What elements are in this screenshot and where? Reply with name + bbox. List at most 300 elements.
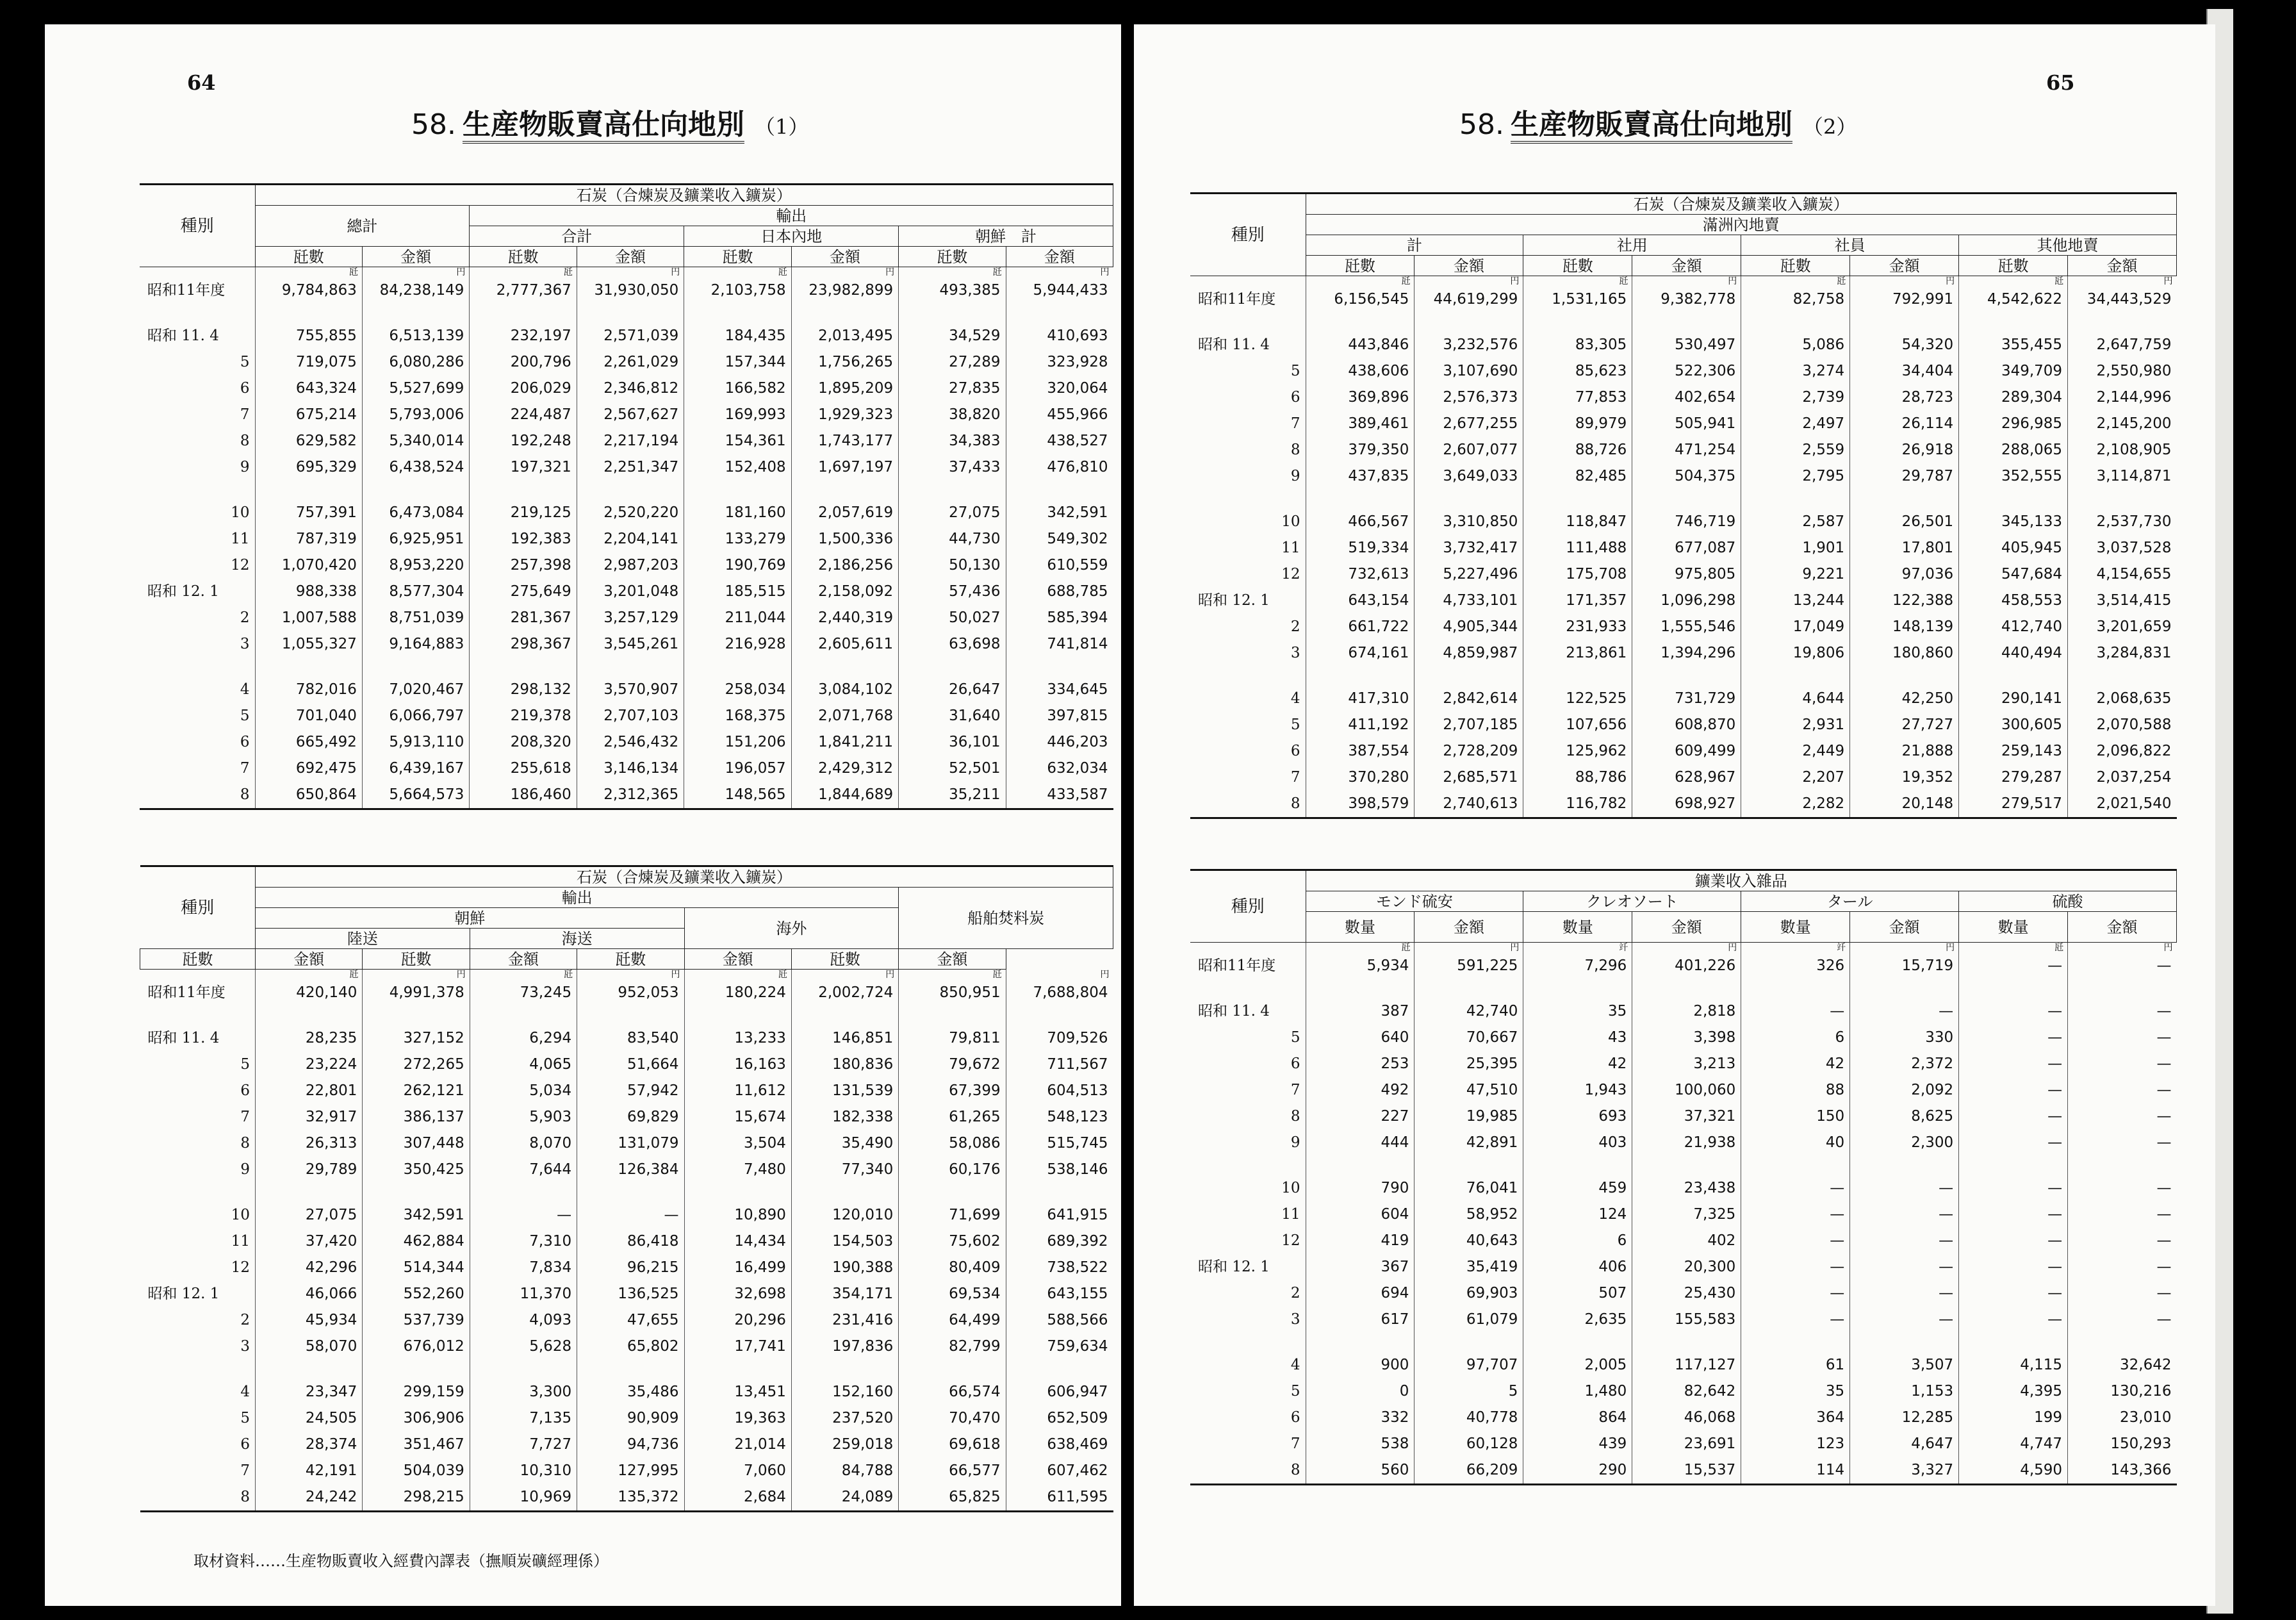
spacer-cell: [1414, 490, 1523, 509]
column-header: 金額: [899, 949, 1006, 970]
table-cell: 514,344: [363, 1255, 470, 1281]
table-cell: 2,497: [1741, 411, 1850, 437]
table-cell: 7,688,804: [1006, 980, 1113, 1006]
table-cell: 12,285: [1850, 1405, 1959, 1431]
table-cell: 606,947: [1006, 1379, 1113, 1405]
table-cell: 2,204,141: [577, 526, 684, 552]
table-cell: 24,242: [256, 1484, 363, 1512]
table-cell: 58,070: [256, 1334, 363, 1360]
table-cell: 61: [1741, 1352, 1850, 1378]
table-cell: 20,296: [684, 1307, 791, 1334]
table-cell: 6,439,167: [362, 756, 469, 782]
table-cell: 37,420: [256, 1228, 363, 1255]
spacer-cell: [140, 657, 255, 677]
table-cell: 3,327: [1850, 1457, 1959, 1485]
row-label: 5: [1290, 1383, 1300, 1400]
table-cell: 35,486: [577, 1379, 684, 1405]
row-label: 6: [240, 734, 250, 750]
table-cell: 197,321: [470, 454, 577, 481]
table-cell: 604: [1306, 1202, 1414, 1228]
table-cell: 27,075: [899, 500, 1006, 526]
table-cell: 208,320: [470, 729, 577, 756]
spacer-cell: [140, 304, 255, 323]
spacer-row: [1190, 490, 2177, 509]
row-label: 昭和11年度: [1198, 291, 1276, 308]
row-label: 昭和11年度: [147, 984, 226, 1001]
table-cell: 34,383: [899, 428, 1006, 454]
spacer-cell: [1414, 1156, 1523, 1175]
row-label: 2: [1290, 618, 1300, 635]
table-cell: 66,577: [899, 1458, 1006, 1484]
row-label: 8: [1290, 1108, 1300, 1125]
spacer-cell: [1850, 1333, 1959, 1352]
table-cell: 1,844,689: [791, 782, 898, 809]
table-cell: 350,425: [363, 1157, 470, 1183]
table-cell: 67,399: [899, 1078, 1006, 1104]
upper-table: [1190, 192, 2177, 819]
table-cell: 279,287: [1959, 765, 2068, 791]
table-cell: 80,409: [899, 1255, 1006, 1281]
table-row: [1190, 640, 2177, 666]
table-cell: 2,987,203: [577, 552, 684, 579]
spacer-cell: [684, 657, 791, 677]
table-cell: 1,943: [1523, 1077, 1632, 1103]
table-cell: 89,979: [1523, 411, 1632, 437]
table-cell: 259,143: [1959, 738, 2068, 765]
unit-label: 瓩: [899, 267, 1006, 278]
table-cell: 42,250: [1850, 686, 1959, 712]
spacer-cell: [470, 1183, 577, 1202]
row-label: 10: [231, 504, 250, 521]
spacer-cell: [1306, 1156, 1414, 1175]
row-label: 12: [231, 1259, 250, 1276]
table-cell: 2,795: [1741, 463, 1850, 490]
spacer-cell: [2068, 1333, 2177, 1352]
table-cell: 755,855: [255, 323, 362, 349]
spacer-cell: [684, 1360, 791, 1379]
table-cell: 3,310,850: [1414, 509, 1523, 535]
table-cell: 35,419: [1414, 1254, 1523, 1280]
table-cell: 11,370: [470, 1281, 577, 1307]
subgroup-acid: 硫酸: [1959, 891, 2177, 912]
table-row: [1190, 1077, 2177, 1103]
table-cell: 73,245: [470, 980, 577, 1006]
table-cell: 21,888: [1850, 738, 1959, 765]
table-cell: 211,044: [684, 605, 791, 631]
table-row: [1190, 1378, 2177, 1405]
group-export: 輸出: [470, 206, 1113, 226]
unit-label: 瓩: [255, 267, 362, 278]
table-cell: 504,039: [363, 1458, 470, 1484]
table-cell: —: [1741, 1228, 1850, 1254]
table-cell: 694: [1306, 1280, 1414, 1307]
row-label: 8: [240, 433, 250, 449]
subgroup-sum: 合計: [470, 226, 684, 247]
spacer-row: [1190, 979, 2177, 998]
table-cell: 28,723: [1850, 384, 1959, 411]
table-row: [140, 349, 1113, 376]
table-cell: 3,545,261: [577, 631, 684, 657]
spacer-cell: [363, 1360, 470, 1379]
table-cell: 3,146,134: [577, 756, 684, 782]
table-cell: 5,034: [470, 1078, 577, 1104]
table-cell: 2,144,996: [2068, 384, 2177, 411]
subgroup-korea: 朝鮮: [256, 908, 685, 929]
table-cell: —: [1850, 1280, 1959, 1307]
table-cell: 23,691: [1632, 1431, 1741, 1457]
table-cell: 585,394: [1006, 605, 1113, 631]
table-row: [140, 1255, 1113, 1281]
table-cell: 3,084,102: [791, 677, 898, 703]
table-cell: 15,719: [1850, 953, 1959, 979]
table-cell: 790: [1306, 1175, 1414, 1202]
table-row: [1190, 791, 2177, 818]
table-row: [140, 1228, 1113, 1255]
spacer-cell: [255, 304, 362, 323]
table-cell: 549,302: [1006, 526, 1113, 552]
unit-label: 竏: [1523, 943, 1632, 954]
table-cell: 1,480: [1523, 1378, 1632, 1405]
table-cell: 94,736: [577, 1432, 684, 1458]
table-cell: 58,952: [1414, 1202, 1523, 1228]
table-cell: 2,068,635: [2068, 686, 2177, 712]
table-row: [140, 1432, 1113, 1458]
spacer-cell: [470, 1006, 577, 1025]
table-cell: 6,438,524: [362, 454, 469, 481]
spacer-cell: [1741, 313, 1850, 332]
column-header: 瓩數: [1523, 256, 1632, 276]
table-cell: 8,625: [1850, 1103, 1959, 1130]
table-cell: 4,733,101: [1414, 588, 1523, 614]
table-cell: 136,525: [577, 1281, 684, 1307]
table-cell: 6: [1523, 1228, 1632, 1254]
table-cell: 2,777,367: [470, 277, 577, 304]
table-cell: 213,861: [1523, 640, 1632, 666]
group-manchuria: 滿洲內地賣: [1306, 215, 2177, 235]
table-cell: 2,587: [1741, 509, 1850, 535]
table-cell: 519,334: [1306, 535, 1414, 561]
table-cell: 122,525: [1523, 686, 1632, 712]
table-cell: 538,146: [1006, 1157, 1113, 1183]
table-cell: 2,251,347: [577, 454, 684, 481]
table-cell: 171,357: [1523, 588, 1632, 614]
row-label: 6: [1290, 389, 1300, 406]
table-row: [1190, 1202, 2177, 1228]
table-cell: 437,835: [1306, 463, 1414, 490]
column-header: 瓩數: [1959, 256, 2068, 276]
row-label: 10: [231, 1207, 250, 1223]
table-cell: 46,068: [1632, 1405, 1741, 1431]
table-cell: 628,967: [1632, 765, 1741, 791]
table-cell: 2,092: [1850, 1077, 1959, 1103]
table-row: [140, 1157, 1113, 1183]
column-header: 金額: [1006, 247, 1113, 267]
table-cell: 417,310: [1306, 686, 1414, 712]
column-header: 瓩數: [1306, 256, 1414, 276]
table-cell: 259,018: [791, 1432, 898, 1458]
table-cell: 82,642: [1632, 1378, 1741, 1405]
table-cell: 143,366: [2068, 1457, 2177, 1485]
table-cell: 32,642: [2068, 1352, 2177, 1378]
table-cell: 493,385: [899, 277, 1006, 304]
table-cell: —: [1741, 1202, 1850, 1228]
table-cell: 25,430: [1632, 1280, 1741, 1307]
table-cell: 77,340: [791, 1157, 898, 1183]
table-cell: 57,436: [899, 579, 1006, 605]
table-cell: 35,211: [899, 782, 1006, 809]
table-cell: 28,374: [256, 1432, 363, 1458]
table-cell: 3,201,048: [577, 579, 684, 605]
table-cell: 146,851: [791, 1025, 898, 1052]
spacer-cell: [577, 1183, 684, 1202]
table-cell: 206,029: [470, 376, 577, 402]
table-row: [140, 1104, 1113, 1130]
table-cell: 591,225: [1414, 953, 1523, 979]
spacer-cell: [363, 1183, 470, 1202]
row-label: 11: [231, 531, 250, 547]
table-cell: 2,372: [1850, 1051, 1959, 1077]
table-cell: 466,567: [1306, 509, 1414, 535]
unit-label: 円: [577, 970, 684, 980]
table-cell: 84,238,149: [362, 277, 469, 304]
table-cell: 15,537: [1632, 1457, 1741, 1485]
table-cell: 4,859,987: [1414, 640, 1523, 666]
table-cell: 433,587: [1006, 782, 1113, 809]
table-cell: 4,154,655: [2068, 561, 2177, 588]
table-row: [140, 1379, 1113, 1405]
column-header: 瓩數: [899, 247, 1006, 267]
table-cell: 674,161: [1306, 640, 1414, 666]
table-row: [1190, 588, 2177, 614]
row-label: 8: [140, 782, 255, 809]
unit-spacer: [1190, 276, 1306, 287]
spacer-cell: [1850, 490, 1959, 509]
table-cell: 3,398: [1632, 1025, 1741, 1051]
spacer-row: [140, 1006, 1113, 1025]
table-row: [140, 703, 1113, 729]
table-cell: 42: [1741, 1051, 1850, 1077]
table-cell: 114: [1741, 1457, 1850, 1485]
row-label: 昭和11年度: [1198, 957, 1276, 974]
spacer-cell: [1523, 490, 1632, 509]
table-cell: 86,418: [577, 1228, 684, 1255]
row-label: 9: [1290, 1134, 1300, 1151]
table-cell: 46,066: [256, 1281, 363, 1307]
row-label: 12: [1281, 566, 1300, 583]
spacer-cell: [1306, 979, 1414, 998]
page-title: [411, 101, 808, 142]
spacer-cell: [791, 1360, 898, 1379]
table-cell: 2,740,613: [1414, 791, 1523, 818]
spacer-cell: [140, 1183, 256, 1202]
column-header: 數量: [1306, 912, 1414, 943]
row-label: 9: [240, 1161, 250, 1178]
table-cell: 76,041: [1414, 1175, 1523, 1202]
table-cell: —: [1959, 1025, 2068, 1051]
table-cell: 57,942: [577, 1078, 684, 1104]
table-row: [1190, 509, 2177, 535]
table-cell: 530,497: [1632, 332, 1741, 358]
stub-header: 種別: [140, 185, 255, 267]
table-cell: 2,684: [684, 1484, 791, 1512]
table-cell: 471,254: [1632, 437, 1741, 463]
spacer-cell: [1741, 1333, 1850, 1352]
spacer-cell: [899, 304, 1006, 323]
table-cell: 60,176: [899, 1157, 1006, 1183]
table-cell: 70,667: [1414, 1025, 1523, 1051]
table-cell: 27,075: [256, 1202, 363, 1228]
table-cell: 216,928: [684, 631, 791, 657]
table-cell: 2,037,254: [2068, 765, 2177, 791]
unit-label: 円: [363, 970, 470, 980]
table-cell: 20,300: [1632, 1254, 1741, 1280]
table-cell: 7,135: [470, 1405, 577, 1432]
table-cell: —: [2068, 1280, 2177, 1307]
table-cell: 711,567: [1006, 1052, 1113, 1078]
table-cell: 351,467: [363, 1432, 470, 1458]
row-label: 5: [1290, 363, 1300, 379]
table-cell: 757,391: [255, 500, 362, 526]
table-cell: 560: [1306, 1457, 1414, 1485]
table-cell: 96,215: [577, 1255, 684, 1281]
table-cell: 2,217,194: [577, 428, 684, 454]
table-row: [1190, 437, 2177, 463]
table-cell: 32,917: [256, 1104, 363, 1130]
table-cell: 69,903: [1414, 1280, 1523, 1307]
table-cell: 688,785: [1006, 579, 1113, 605]
row-label: 昭和 12. 1: [147, 583, 219, 600]
spacer-cell: [577, 1006, 684, 1025]
table-cell: 2,559: [1741, 437, 1850, 463]
table-cell: 9,382,778: [1632, 286, 1741, 313]
table-cell: 900: [1306, 1352, 1414, 1378]
lower-table: [140, 865, 1113, 1512]
row-label: 10: [1281, 1180, 1300, 1196]
table-cell: 148,139: [1850, 614, 1959, 640]
table-cell: 61,265: [899, 1104, 1006, 1130]
table-cell: 6: [1741, 1025, 1850, 1051]
table-cell: 354,171: [791, 1281, 898, 1307]
spacer-cell: [2068, 313, 2177, 332]
table-cell: 5,944,433: [1006, 277, 1113, 304]
table-cell: 1,929,323: [791, 402, 898, 428]
table-cell: 307,448: [363, 1130, 470, 1157]
table-cell: —: [1959, 1228, 2068, 1254]
table-cell: 1,743,177: [791, 428, 898, 454]
table-row: [140, 1281, 1113, 1307]
group-bunker: 船舶焚料炭: [899, 888, 1113, 949]
unit-label: 瓩: [684, 267, 791, 278]
table-cell: 2,739: [1741, 384, 1850, 411]
table-cell: 43: [1523, 1025, 1632, 1051]
table-cell: 7,325: [1632, 1202, 1741, 1228]
row-label: 11: [1281, 1206, 1300, 1223]
unit-label: 瓩: [899, 970, 1006, 980]
spacer-row: [140, 1360, 1113, 1379]
table-cell: 6,156,545: [1306, 286, 1414, 313]
table-row: [140, 376, 1113, 402]
table-row: [1190, 1352, 2177, 1378]
spacer-cell: [1632, 490, 1741, 509]
table-cell: —: [1741, 1254, 1850, 1280]
table-cell: 2,312,365: [577, 782, 684, 809]
table-cell: 1,394,296: [1632, 640, 1741, 666]
spacer-cell: [1632, 313, 1741, 332]
table-cell: 52,501: [899, 756, 1006, 782]
table-cell: —: [1959, 1077, 2068, 1103]
spacer-cell: [1959, 490, 2068, 509]
unit-label: 円: [1632, 276, 1741, 287]
table-cell: 638,469: [1006, 1432, 1113, 1458]
table-row: [1190, 332, 2177, 358]
table-cell: 8,577,304: [362, 579, 469, 605]
column-header: 金額: [2068, 912, 2177, 943]
table-cell: 2,842,614: [1414, 686, 1523, 712]
spacer-cell: [1306, 490, 1414, 509]
table-cell: 332: [1306, 1405, 1414, 1431]
table-row: [1190, 286, 2177, 313]
table-cell: 85,623: [1523, 358, 1632, 384]
table-cell: 2,605,611: [791, 631, 898, 657]
row-label: 7: [1290, 1082, 1300, 1098]
table-cell: 23,982,899: [791, 277, 898, 304]
row-label: 4: [240, 681, 250, 698]
table-cell: 180,860: [1850, 640, 1959, 666]
group-total: 總計: [255, 206, 470, 247]
table-cell: 69,534: [899, 1281, 1006, 1307]
subgroup-japan: 日本內地: [684, 226, 899, 247]
table-cell: 327,152: [363, 1025, 470, 1052]
table-cell: 197,836: [791, 1334, 898, 1360]
table-cell: 40: [1741, 1130, 1850, 1156]
table-cell: 4,395: [1959, 1378, 2068, 1405]
table-cell: 131,539: [791, 1078, 898, 1104]
spacer-cell: [362, 657, 469, 677]
table-cell: 88,726: [1523, 437, 1632, 463]
table-cell: 387: [1306, 998, 1414, 1025]
table-cell: 290: [1523, 1457, 1632, 1485]
upper-table: [140, 183, 1113, 810]
table-cell: —: [1959, 953, 2068, 979]
unit-label: 円: [1414, 943, 1523, 954]
table-cell: 741,814: [1006, 631, 1113, 657]
table-cell: 154,503: [791, 1228, 898, 1255]
table-cell: —: [2068, 1103, 2177, 1130]
spacer-cell: [1523, 313, 1632, 332]
row-label: 3: [240, 636, 250, 652]
table-row: [1190, 1280, 2177, 1307]
table-cell: —: [2068, 1202, 2177, 1228]
spacer-cell: [899, 1183, 1006, 1202]
table-cell: 2,818: [1632, 998, 1741, 1025]
table-row: [1190, 411, 2177, 437]
table-cell: 258,034: [684, 677, 791, 703]
table-cell: 443,846: [1306, 332, 1414, 358]
spacer-cell: [1741, 1156, 1850, 1175]
table-cell: 505,941: [1632, 411, 1741, 437]
table-cell: 185,515: [684, 579, 791, 605]
table-cell: 150: [1741, 1103, 1850, 1130]
row-label: 5: [240, 1056, 250, 1073]
row-label: 昭和 12. 1: [1198, 1259, 1270, 1275]
table-row: [1190, 1228, 2177, 1254]
column-header: 數量: [1523, 912, 1632, 943]
spacer-cell: [899, 1360, 1006, 1379]
table-cell: 31,640: [899, 703, 1006, 729]
table-row: [140, 1307, 1113, 1334]
table-cell: —: [1959, 1103, 2068, 1130]
table-cell: 232,197: [470, 323, 577, 349]
